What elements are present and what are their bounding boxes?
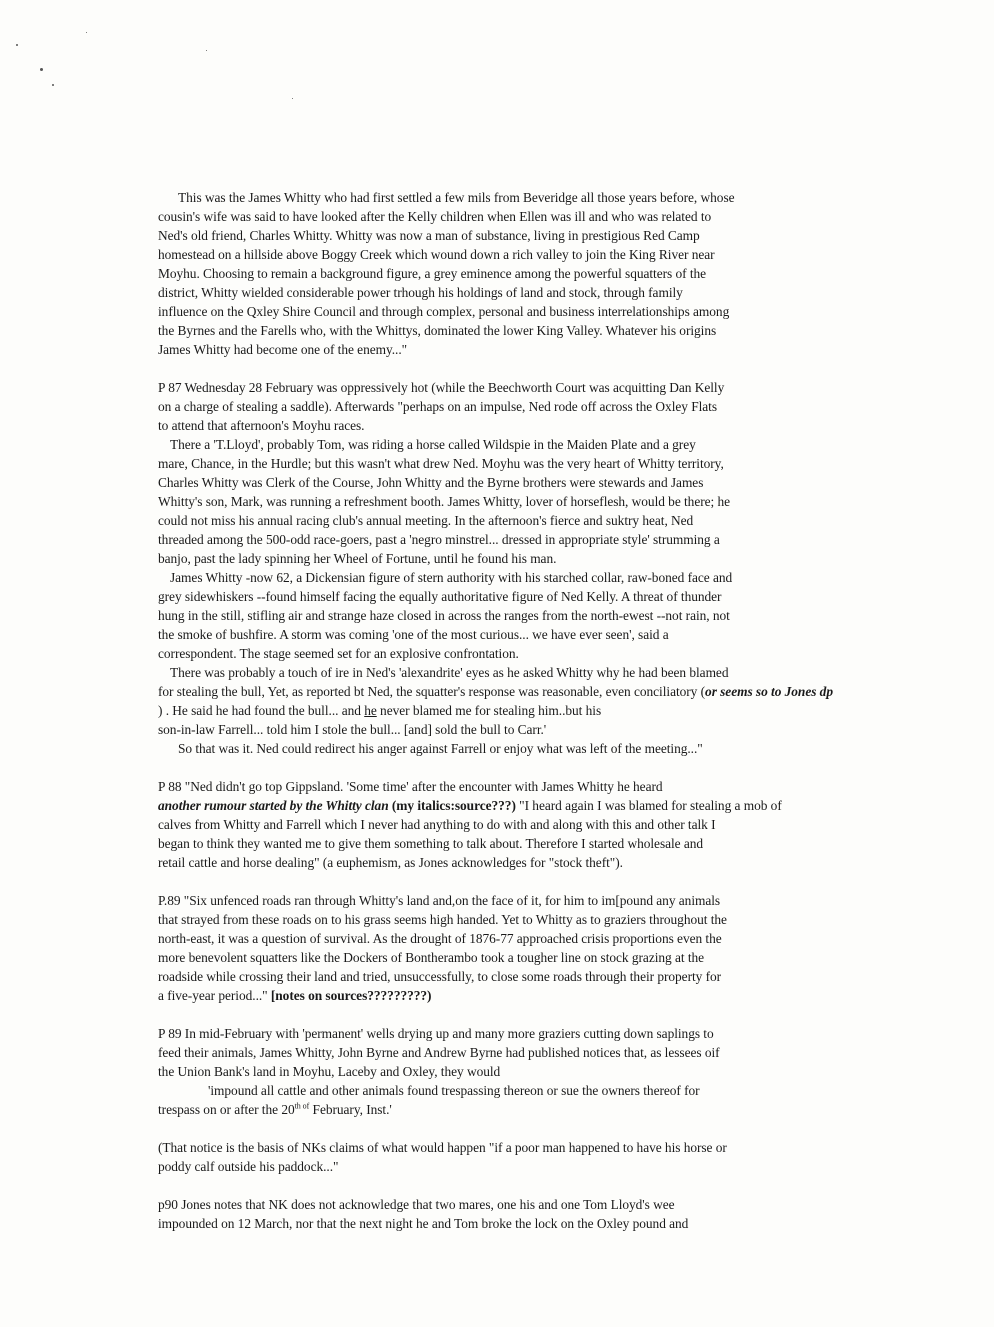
text-run: trespass on or after the 20 bbox=[158, 1102, 295, 1117]
text-line: the Union Bank's land in Moyhu, Laceby and Oxley, they would bbox=[158, 1064, 501, 1079]
text-line: Ned's old friend, Charles Whitty. Whitty was now a man of substance, living in prestigious Red Camp bbox=[158, 228, 700, 243]
text-line: more benevolent squatters like the Dockers of Bontherambo took a tougher line on stock grazing at the bbox=[158, 950, 705, 965]
text-run: February, Inst.' bbox=[309, 1102, 392, 1117]
editor-note-bold: (my italics:source???) bbox=[388, 798, 516, 813]
text-run: for stealing the bull, Yet, as reported bt Ned, the squatter's response was reasonable, even conciliatory ( bbox=[158, 684, 706, 699]
text-line: Charles Whitty was Clerk of the Course, John Whitty and the Byrne brothers were stewards and James bbox=[158, 475, 704, 490]
paragraph-p89-roads bbox=[158, 891, 870, 1005]
text-line bbox=[158, 796, 870, 815]
scan-speck bbox=[52, 84, 54, 86]
text-line: the smoke of bushfire. A storm was coming 'one of the most curious... we have ever seen', said a bbox=[158, 627, 669, 642]
quoted-italic: another rumour started by the Whitty clan bbox=[158, 798, 389, 813]
document-body bbox=[158, 188, 870, 1252]
text-line: district, Whitty wielded considerable power trhough his holdings of land and stock, through family bbox=[158, 285, 683, 300]
text-line: hung in the still, stifling air and strange haze closed in across the ranges from the north-ewest --not rain, not bbox=[158, 608, 730, 623]
text-line: correspondent. The stage seemed set for an explosive confrontation. bbox=[158, 646, 519, 661]
text-line bbox=[158, 777, 870, 796]
text-line: So that was it. Ned could redirect his anger against Farrell or enjoy what was left of the meeting..." bbox=[178, 741, 703, 756]
text-line: Moyhu. Choosing to remain a background figure, a grey eminence among the powerful squatters of the bbox=[158, 266, 707, 281]
underlined-word: he bbox=[364, 703, 377, 718]
text-line: (That notice is the basis of NKs claims of what would happen "if a poor man happened to have his horse or bbox=[158, 1140, 727, 1155]
text-line: on a charge of stealing a saddle). Afterwards "perhaps on an impulse, Ned rode off across the Oxley Flats bbox=[158, 399, 717, 414]
text-line: p90 Jones notes that NK does not acknowledge that two mares, one his and one Tom Lloyd's wee bbox=[158, 1197, 675, 1212]
text-line: 'impound all cattle and other animals found trespassing thereon or sue the owners thereof for bbox=[208, 1083, 700, 1098]
scan-speck bbox=[40, 68, 43, 71]
text-line: homestead on a hillside above Boggy Creek which wound down a rich valley to join the King River near bbox=[158, 247, 715, 262]
text-line bbox=[158, 682, 870, 701]
scan-speck bbox=[206, 50, 207, 51]
text-line bbox=[158, 1100, 870, 1119]
scan-speck bbox=[16, 44, 18, 46]
text-line: This was the James Whitty who had first settled a few mils from Beveridge all those years before, whose bbox=[178, 190, 735, 205]
text-line: impounded on 12 March, nor that the next night he and Tom broke the lock on the Oxley pound and bbox=[158, 1216, 689, 1231]
text-line: threaded among the 500-odd race-goers, past a 'negro minstrel... dressed in appropriate style' strumming a bbox=[158, 532, 720, 547]
superscript: th of bbox=[294, 1101, 310, 1111]
text-line bbox=[158, 701, 870, 720]
text-line: that strayed from these roads on to his grass seems high handed. Yet to Whitty as to graziers throughout the bbox=[158, 912, 727, 927]
text-line: cousin's wife was said to have looked after the Kelly children when Ellen was ill and who was related to bbox=[158, 209, 712, 224]
text-run: P 88 "Ned didn't go top Gippsland. 'Some time' after the encounter with James Whitty he heard bbox=[158, 779, 663, 794]
text-line: calves from Whitty and Farrell which I never had anything to do with and along with this and other talk I bbox=[158, 817, 716, 832]
text-line: son-in-law Farrell... told him I stole the bull... [and] sold the bull to Carr.' bbox=[158, 722, 547, 737]
text-line: There was probably a touch of ire in Ned's 'alexandrite' eyes as he asked Whitty why he had been blamed bbox=[170, 665, 729, 680]
text-line: roadside while crossing their land and tried, unsuccessfully, to close some roads through their property for bbox=[158, 969, 722, 984]
paragraph-whitty-intro bbox=[158, 188, 870, 359]
text-line: grey sidewhiskers --found himself facing the equally authoritative figure of Ned Kelly. A threat of thunder bbox=[158, 589, 722, 604]
text-line bbox=[158, 986, 870, 1005]
paragraph-p88 bbox=[158, 777, 870, 872]
text-line: influence on the Qxley Shire Council and through complex, personal and business interrelationships among bbox=[158, 304, 730, 319]
text-line: retail cattle and horse dealing" (a euphemism, as Jones acknowledges for "stock theft"). bbox=[158, 855, 623, 870]
text-line: poddy calf outside his paddock..." bbox=[158, 1159, 339, 1174]
text-line: north-east, it was a question of survival. As the drought of 1876-77 approached crisis proportions even the bbox=[158, 931, 722, 946]
text-line: There a 'T.Lloyd', probably Tom, was riding a horse called Wildspie in the Maiden Plate and a grey bbox=[170, 437, 696, 452]
scan-speck bbox=[86, 32, 87, 33]
scan-speck bbox=[292, 98, 293, 99]
text-line: P 87 Wednesday 28 February was oppressively hot (while the Beechworth Court was acquitting Dan Kelly bbox=[158, 380, 725, 395]
text-run: a five-year period..." bbox=[158, 988, 271, 1003]
text-line: Whitty's son, Mark, was running a refreshment booth. James Whitty, lover of horseflesh, would be there; he bbox=[158, 494, 731, 509]
text-line: began to think they wanted me to give them something to talk about. Therefore I started wholesale and bbox=[158, 836, 704, 851]
text-line: could not miss his annual racing club's annual meeting. In the afternoon's fierce and suktry heat, Ned bbox=[158, 513, 694, 528]
editor-note-bold-italic: or seems so to Jones dp bbox=[705, 684, 833, 699]
paragraph-p87 bbox=[158, 378, 870, 758]
text-line: feed their animals, James Whitty, John Byrne and Andrew Byrne had published notices that, as lessees oif bbox=[158, 1045, 720, 1060]
text-line: P.89 "Six unfenced roads ran through Whitty's land and,on the face of it, for him to im[pound any animals bbox=[158, 893, 721, 908]
text-run: "I heard again I was blamed for stealing a mob of bbox=[515, 798, 782, 813]
text-line: James Whitty had become one of the enemy..." bbox=[158, 342, 408, 357]
text-run: ) . He said he had found the bull... and bbox=[158, 703, 365, 718]
text-line: banjo, past the lady spinning her Wheel of Fortune, until he found his man. bbox=[158, 551, 557, 566]
text-line: James Whitty -now 62, a Dickensian figure of stern authority with his starched collar, raw-boned face and bbox=[170, 570, 733, 585]
text-line: mare, Chance, in the Hurdle; but this wasn't what drew Ned. Moyhu was the very heart of Whitty territory, bbox=[158, 456, 724, 471]
text-line: to attend that afternoon's Moyhu races. bbox=[158, 418, 365, 433]
paragraph-notice-basis bbox=[158, 1138, 870, 1176]
text-line: the Byrnes and the Farells who, with the Whittys, dominated the lower King Valley. Whatever his origins bbox=[158, 323, 717, 338]
paragraph-p90 bbox=[158, 1195, 870, 1233]
text-run: never blamed me for stealing him..but his bbox=[376, 703, 602, 718]
text-line: P 89 In mid-February with 'permanent' wells drying up and many more graziers cutting down saplings to bbox=[158, 1026, 714, 1041]
paragraph-p89-notices bbox=[158, 1024, 870, 1119]
editor-note-bold: [notes on sources?????????) bbox=[270, 988, 432, 1003]
